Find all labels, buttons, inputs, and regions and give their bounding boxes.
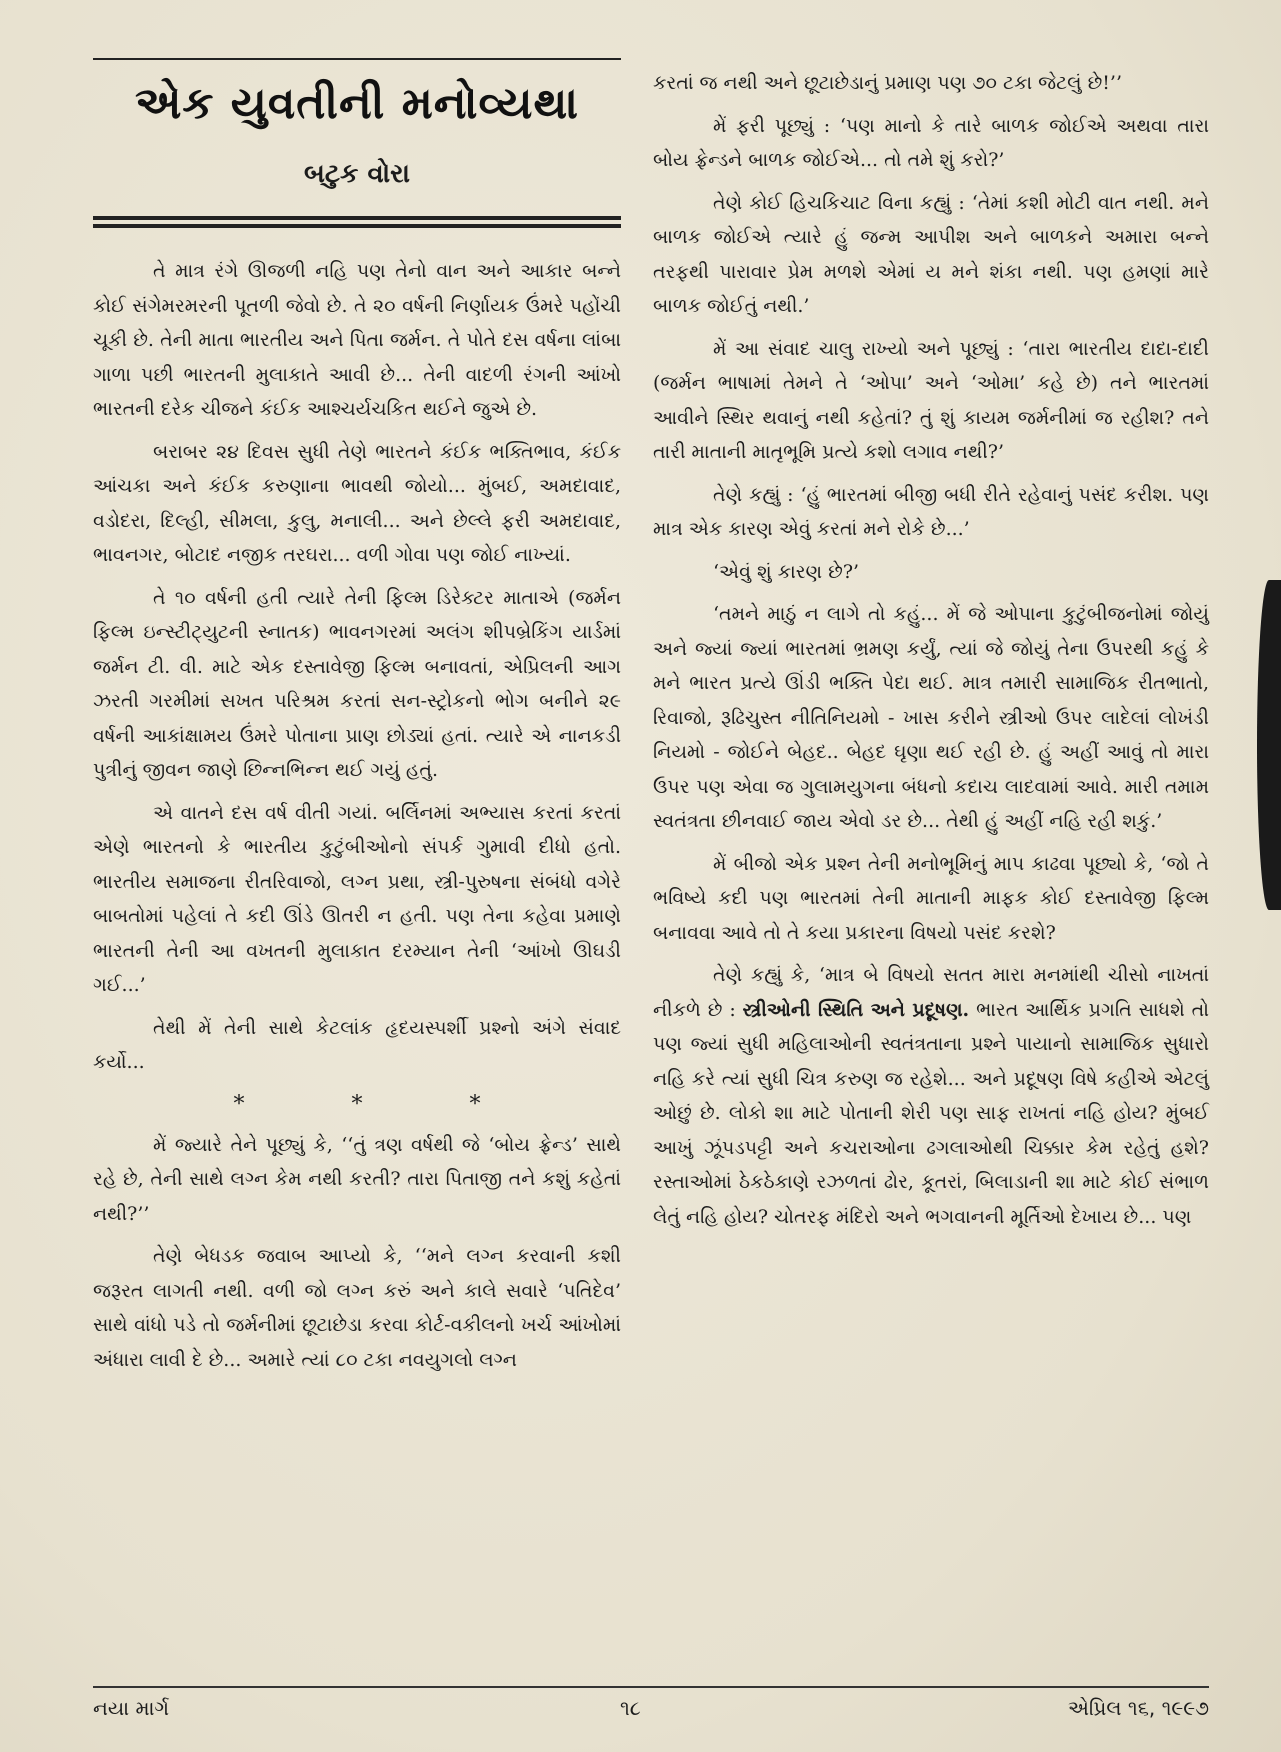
body-paragraph: તેથી મેં તેની સાથે કેટલાંક હૃદયસ્પર્શી પ્રશ્નો અંગે સંવાદ કર્યો... [93,1016,621,1073]
top-rule [93,58,621,60]
final-text-end: ભારત આર્થિક પ્રગતિ સાધશે તો પણ જ્યાં સુધી મહિલાઓની સ્વતંત્રતાના પ્રશ્ને પાયાનો સામાજિક સુધારો નહિ કરે ત્યાં સુધી ચિત્ર કરુણ જ રહેશે... અને પ્રદૂષણ વિષે કહીએ એટલું ઓછું છે. લોકો શા માટે પોતાની શેરી પણ સાફ રાખતાં નહિ હોય? મુંબઈ આખું ઝૂંપડપટ્ટી અને કચરાઓના ઢગલાઓથી ચિક્કાર કેમ રહેતું હશે? રસ્તાઓમાં ઠેકઠેકાણે રઝળતાં ઢોર, કૂતરાં, બિલાડાની શા માટે કોઈ સંભાળ લેતું નહિ હોય? ચોતરફ મંદિરો અને ભગવાનની મૂર્તિઓ દેખાય છે... પણ [653,998,1209,1228]
body-paragraph-final [653,958,1209,1234]
body-paragraph: તેણે કહ્યું : ‘હું ભારતમાં બીજી બધી રીતે રહેવાનું પસંદ કરીશ. પણ માત્ર એક કારણ એવું કરતાં મને રોકે છે...’ [653,483,1209,540]
body-paragraph: તે માત્ર રંગે ઊજળી નહિ પણ તેનો વાન અને આકાર બન્ને કોઈ સંગેમરમરની પૂતળી જેવો છે. તે ૨૦ વર્ષની નિર્ણાયક ઉંમરે પહોંચી ચૂકી છે. તેની માતા ભારતીય અને પિતા જર્મન. તે પોતે દસ વર્ષના લાંબા ગાળા પછી ભારતની મુલાકાતે આવી છે... તેની વાદળી રંગની આંખો ભારતની દરેક ચીજને કંઈક આશ્ચર્યચકિત થઈને જુએ છે. [93,260,621,420]
title-divider [93,216,621,228]
final-text-start: તેણે કહ્યું કે, ‘માત્ર બે વિષયો સતત મારા મનમાંથી ચીસો નાખતાં નીકળે છે : [653,964,1209,1021]
body-paragraph: ‘તમને માઠું ન લાગે તો કહું... મેં જે ઓપાના કુટુંબીજનોમાં જોયું અને જ્યાં જ્યાં ભારતમાં ભ્રમણ કર્યું, ત્યાં જે જોયું તેના ઉપરથી કહું કે મને ભારત પ્રત્યે ઊંડી ભક્તિ પેદા થઈ. માત્ર તમારી સામાજિક રીતભાતો, રિવાજો, રૂઢિચુસ્ત નીતિનિયમો - ખાસ કરીને સ્ત્રીઓ ઉપર લાદેલાં લોખંડી નિયમો - જોઈને બેહદ.. બેહદ ઘૃણા થઈ રહી છે. હું અહીં આવું તો મારા ઉપર પણ એવા જ ગુલામયુગના બંધનો કદાચ લાદવામાં આવે. મારી તમામ સ્વતંત્રતા છીનવાઈ જાય એવો ડર છે... તેથી હું અહીં નહિ રહી શકું.’ [653,603,1209,832]
body-paragraph: તેણે કોઈ હિચકિચાટ વિના કહ્યું : ‘તેમાં કશી મોટી વાત નથી. મને બાળક જોઈએ ત્યારે હું જન્મ આપીશ અને બાળકને અમારા બન્ને તરફથી પારાવાર પ્રેમ મળશે એમાં ય મને શંકા નથી. પણ હમણાં મારે બાળક જોઈતું નથી.’ [653,191,1209,317]
section-break-stars: * * * [233,1091,531,1117]
bold-topics: સ્ત્રીઓની સ્થિતિ અને પ્રદૂષણ. [742,998,970,1021]
footer-rule [93,1686,1209,1688]
body-paragraph: તે ૧૦ વર્ષની હતી ત્યારે તેની ફિલ્મ ડિરેક્ટર માતાએ (જર્મન ફિલ્મ ઇન્સ્ટીટ્યુટની સ્નાતક) ભાવનગરમાં અલંગ શીપબ્રેકિંગ યાર્ડમાં જર્મન ટી. વી. માટે એક દસ્તાવેજી ફિલ્મ બનાવતાં, એપ્રિલની આગ ઝરતી ગરમીમાં સખત પરિશ્રમ કરતાં સન-સ્ટ્રોકનો ભોગ બનીને ૨૯ વર્ષની આકાંક્ષામય ઉંમરે પોતાના પ્રાણ છોડ્યાં હતાં. ત્યારે એ નાનકડી પુત્રીનું જીવન જાણે છિન્નભિન્ન થઈ ગયું હતું. [93,586,621,781]
page-edge-shadow [1257,580,1281,910]
body-paragraph: મેં ફરી પૂછ્યું : ‘પણ માનો કે તારે બાળક જોઈએ અથવા તારા બોય ફ્રેન્ડને બાળક જોઈએ... તો તમે શું કરો?’ [653,114,1209,171]
body-paragraph: બરાબર ૨૪ દિવસ સુધી તેણે ભારતને કંઈક ભક્તિભાવ, કંઈક આંચકા અને કંઈક કરુણાના ભાવથી જોયો... મુંબઈ, અમદાવાદ, વડોદરા, દિલ્હી, સીમલા, કુલુ, મનાલી... અને છેલ્લે ફરી અમદાવાદ, ભાવનગર, બોટાદ નજીક તરઘરા... વળી ગોવા પણ જોઈ નાખ્યાં. [93,440,621,566]
body-paragraph: મેં જ્યારે તેને પૂછ્યું કે, ‘‘તું ત્રણ વર્ષથી જે ‘બોય ફ્રેન્ડ’ સાથે રહે છે, તેની સાથે લગ્ન કેમ નથી કરતી? તારા પિતાજી તને કશું કહેતાં નથી?’’ [93,1133,621,1225]
body-paragraph: એ વાતને દસ વર્ષ વીતી ગયાં. બર્લિનમાં અભ્યાસ કરતાં કરતાં એણે ભારતનો કે ભારતીય કુટુંબીઓનો સંપર્ક ગુમાવી દીધો હતો. ભારતીય સમાજના રીતરિવાજો, લગ્ન પ્રથા, સ્ત્રી-પુરુષના સંબંધો વગેરે બાબતોમાં પહેલાં તે કદી ઊંડે ઊતરી ન હતી. પણ તેના કહેવા પ્રમાણે ભારતની તેની આ વખતની મુલાકાત દરમ્યાન તેની ‘આંખો ઊઘડી ગઈ...’ [93,801,621,996]
body-paragraph: મેં બીજો એક પ્રશ્ન તેની મનોભૂમિનું માપ કાઢવા પૂછ્યો કે, ‘જો તે ભવિષ્યે કદી પણ ભારતમાં તેની માતાની માફક કોઈ દસ્તાવેજી ફિલ્મ બનાવવા આવે તો તે કયા પ્રકારના વિષયો પસંદ કરશે? [653,852,1209,944]
body-paragraph: મેં આ સંવાદ ચાલુ રાખ્યો અને પૂછ્યું : ‘તારા ભારતીય દાદા-દાદી (જર્મન ભાષામાં તેમને તે ‘ઓપા’ અને ‘ઓમા’ કહે છે) તને ભારતમાં આવીને સ્થિર થવાનું નથી કહેતાં? તું શું કાયમ જર્મનીમાં જ રહીશ? તને તારી માતાની માતૃભૂમિ પ્રત્યે કશો લગાવ નથી?’ [653,337,1209,463]
body-paragraph: તેણે બેધડક જવાબ આપ્યો કે, ‘‘મને લગ્ન કરવાની કશી જરૂરત લાગતી નથી. વળી જો લગ્ન કરું અને કાલે સવારે ‘પતિદેવ’ સાથે વાંધો પડે તો જર્મનીમાં છૂટાછેડા કરવા કોર્ટ-વકીલનો ખર્ચ આંખોમાં અંધારા લાવી દે છે... અમારે ત્યાં ૮૦ ટકા નવયુગલો લગ્ન [93,1245,621,1371]
footer-date: એપ્રિલ ૧૬, ૧૯૯૭ [1067,1696,1209,1720]
article-author: બટુક વોરા [304,159,410,189]
right-column [653,66,1209,1242]
article-title: એક યુવતીની મનોવ્યથા [135,78,579,129]
footer-page-number: ૧૮ [620,1696,641,1720]
footer-magazine-name: નયા માર્ગ [93,1696,170,1720]
left-column [93,58,621,1385]
body-paragraph: ‘એવું શું કારણ છે?’ [713,560,860,583]
body-paragraph-continued: કરતાં જ નથી અને છૂટાછેડાનું પ્રમાણ પણ ૭૦ ટકા જેટલું છે!’’ [653,72,1122,94]
